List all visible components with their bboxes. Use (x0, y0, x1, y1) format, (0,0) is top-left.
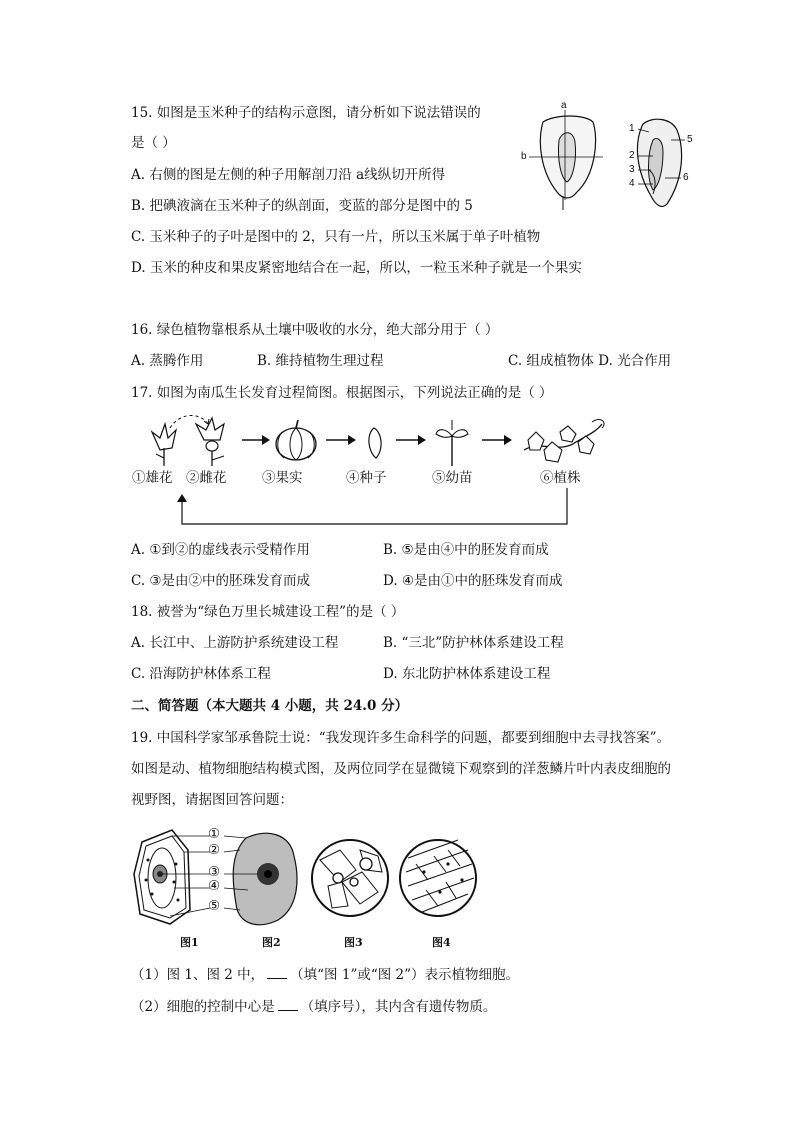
q19-sub1 (131, 966, 519, 984)
seed-label-5: 5 (687, 134, 693, 145)
seed-label-1: 1 (629, 123, 635, 134)
q15-option-d: D. 玉米的种皮和果皮紧密地结合在一起，所以，一粒玉米种子就是一个果实 (131, 260, 582, 276)
animal-cell-drawing (233, 833, 297, 924)
q18-option-c: C. 沿海防护林体系工程 (131, 666, 271, 682)
figure-caption-2: 图2 (262, 936, 281, 949)
cell-label-4: ④ (208, 878, 221, 894)
q17-stage-4: ④种子 (346, 470, 387, 486)
answer-blank-1[interactable] (267, 966, 287, 979)
q19-stem-line1: 19. 中国科学家邹承鲁院士说：“我发现许多生命科学的问题，都要到细胞中去寻找答案”。 (131, 730, 671, 746)
q19-sub2-prefix: （2）细胞的控制中心是 (131, 999, 275, 1015)
seed-label-6: 6 (683, 172, 689, 183)
q17-stage-5: ⑤幼苗 (432, 470, 473, 486)
q16-option-cd: C. 组成植物体 D. 光合作用 (508, 353, 672, 369)
seed-label-2: 2 (629, 150, 635, 161)
q15-option-c: C. 玉米种子的子叶是图中的 2，只有一片，所以玉米属于单子叶植物 (131, 229, 541, 245)
q17-stage-2: ②雌花 (186, 470, 227, 486)
q18-option-a: A. 长江中、上游防护系统建设工程 (131, 635, 339, 651)
cell-label-5: ⑤ (208, 898, 221, 914)
answer-blank-2[interactable] (278, 998, 298, 1011)
q19-stem-line2: 如图是动、植物细胞结构模式图，及两位同学在显微镜下观察到的洋葱鳞片叶内表皮细胞的 (131, 761, 671, 777)
q19-sub2 (131, 998, 496, 1016)
q17-stage-1: ①雄花 (132, 470, 173, 486)
q16-option-a: A. 蒸腾作用 (131, 353, 204, 369)
male-flower-icon (152, 424, 176, 466)
plant-icon (524, 420, 604, 462)
q17-stage-3: ③果实 (262, 470, 303, 486)
figure-caption-4: 图4 (432, 936, 451, 949)
q17-stage-6: ⑥植株 (540, 470, 581, 486)
seed-label-a: a (561, 100, 567, 111)
seed-icon (369, 428, 381, 458)
seed-label-b: b (521, 151, 527, 162)
seed-label-4: 4 (629, 178, 635, 189)
q18-stem: 18. 被誉为“绿色万里长城建设工程”的是（ ） (131, 604, 405, 620)
pumpkin-icon (276, 420, 316, 460)
microscope-view-4 (400, 840, 476, 916)
seed-label-3: 3 (629, 164, 635, 175)
q15-stem-line2: 是（ ） (131, 135, 176, 151)
q17-stem: 17. 如图为南瓜生长发育过程简图。根据图示，下列说法正确的是（ ） (131, 385, 553, 401)
q15-option-a: A. 右侧的图是左侧的种子用解剖刀沿 a线纵切开所得 (131, 167, 446, 183)
q19-sub1-suffix: （填“图 1”或“图 2”）表示植物细胞。 (290, 967, 520, 983)
q18-option-b: B. “三北”防护林体系建设工程 (383, 635, 564, 651)
cell-label-1: ① (208, 826, 221, 842)
q15-stem-line1: 15. 如图是玉米种子的结构示意图，请分析如下说法错误的 (131, 105, 481, 121)
q16-stem: 16. 绿色植物靠根系从土壤中吸收的水分，绝大部分用于（ ） (131, 322, 499, 338)
female-flower-icon (196, 418, 224, 466)
q15-option-b: B. 把碘液滴在玉米种子的纵剖面，变蓝的部分是图中的 5 (131, 198, 473, 214)
q17-option-c: C. ③是由②中的胚珠发育而成 (131, 573, 311, 589)
cell-structure-figure (128, 820, 488, 952)
q19-stem-line3: 视野图，请据图回答问题： (131, 792, 293, 808)
q17-option-b: B. ⑤是由④中的胚发育而成 (383, 542, 549, 558)
figure-caption-3: 图3 (344, 936, 363, 949)
section2-title: 二、简答题（本大题共 4 小题，共 24.0 分） (131, 698, 409, 714)
figure-caption-1: 图1 (180, 936, 199, 949)
cell-label-3: ③ (208, 864, 221, 880)
plant-cell-drawing (134, 830, 190, 924)
q19-sub1-prefix: （1）图 1、图 2 中， (131, 967, 265, 983)
q17-option-a: A. ①到②的虚线表示受精作用 (131, 542, 310, 558)
q18-option-d: D. 东北防护林体系建设工程 (383, 666, 551, 682)
q16-option-b: B. 维持植物生理过程 (257, 353, 384, 369)
seedling-icon (436, 420, 468, 466)
cell-label-2: ② (208, 842, 221, 858)
corn-seed-figure (515, 100, 715, 215)
microscope-view-3 (312, 840, 388, 916)
q19-sub2-suffix: （填序号），其内含有遗传物质。 (300, 999, 497, 1015)
q17-option-d: D. ④是由①中的胚珠发育而成 (383, 573, 563, 589)
